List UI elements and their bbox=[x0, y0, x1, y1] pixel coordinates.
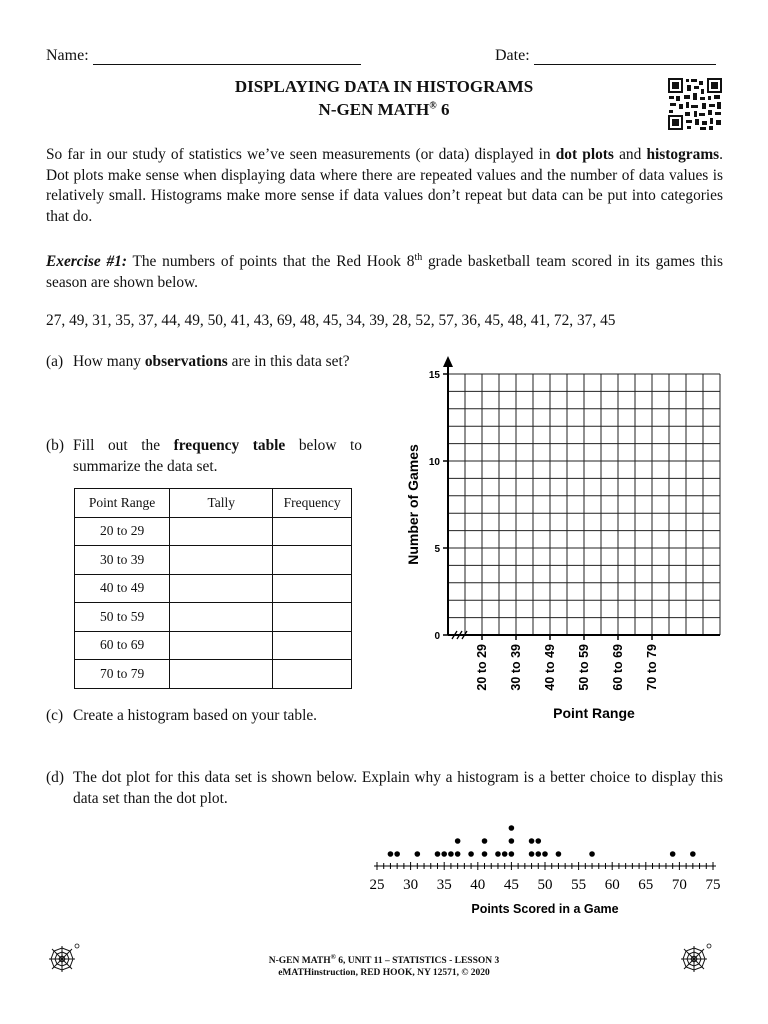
dot-plot-chart bbox=[368, 816, 723, 920]
grid-lines bbox=[448, 374, 720, 635]
footer-line-2: eMATHinstruction, RED HOOK, NY 12571, © 2020 bbox=[278, 968, 490, 979]
x-tick-label: 30 to 39 bbox=[509, 644, 523, 691]
table-row: 70 to 79 bbox=[75, 660, 352, 689]
frequency-cell[interactable] bbox=[273, 574, 352, 603]
footer-line-1: N-GEN MATH® 6, UNIT 11 – STATISTICS - LESSON 3 bbox=[268, 953, 500, 967]
data-dot bbox=[509, 851, 515, 857]
data-dot bbox=[468, 851, 474, 857]
exercise-label: Exercise #1: bbox=[46, 253, 127, 271]
exercise-prompt: Exercise #1: The numbers of points that the Red Hook 8th grade basketball team scored in its games this season are shown below. bbox=[46, 252, 723, 291]
col-header-frequency: Frequency bbox=[273, 489, 352, 518]
dot-plot-axis-label: Points Scored in a Game bbox=[471, 902, 619, 916]
x-tick-label: 20 to 29 bbox=[475, 644, 489, 691]
data-values: 27, 49, 31, 35, 37, 44, 49, 50, 41, 43, 69, 48, 45, 34, 39, 28, 52, 57, 36, 45, 48, 41, 72, 37, 45 bbox=[46, 312, 616, 329]
frequency-table bbox=[74, 488, 352, 689]
tick-label: 70 bbox=[671, 877, 687, 893]
name-blank[interactable] bbox=[93, 64, 361, 65]
table-row: 60 to 69 bbox=[75, 631, 352, 660]
data-dot bbox=[529, 851, 535, 857]
histogram-grid-chart[interactable] bbox=[398, 350, 726, 728]
date-field[interactable] bbox=[495, 47, 716, 65]
tally-cell[interactable] bbox=[170, 603, 273, 632]
data-dot bbox=[509, 825, 515, 831]
table-row: 40 to 49 bbox=[75, 574, 352, 603]
table-row: 50 to 59 bbox=[75, 603, 352, 632]
spiderweb-logo-icon bbox=[47, 943, 81, 975]
date-label: Date: bbox=[495, 47, 530, 64]
data-dot bbox=[529, 838, 535, 844]
data-dot bbox=[509, 838, 515, 844]
data-dot bbox=[388, 851, 394, 857]
data-dot bbox=[495, 851, 501, 857]
date-blank[interactable] bbox=[534, 64, 716, 65]
frequency-cell[interactable] bbox=[273, 660, 352, 689]
tally-cell[interactable] bbox=[170, 574, 273, 603]
tick-label: 45 bbox=[503, 877, 519, 893]
tick-label: 75 bbox=[705, 877, 721, 893]
intro-paragraph: So far in our study of statistics we’ve seen measurements (or data) displayed in dot plots and histograms. Dot plots make sense when displaying data where there are repeated values and the number of data values is relatively small. Histograms make more sense if data values don’t repeat but data can be put into categories that do. bbox=[46, 146, 724, 225]
question-c: (c) Create a histogram based on your table. bbox=[46, 707, 318, 724]
x-tick-label: 50 to 59 bbox=[577, 644, 591, 691]
y-tick-label: 15 bbox=[428, 370, 440, 381]
x-tick-label: 70 to 79 bbox=[645, 644, 659, 691]
col-header-point-range: Point Range bbox=[75, 489, 170, 518]
tick-label: 50 bbox=[537, 877, 553, 893]
data-dot bbox=[441, 851, 447, 857]
tally-cell[interactable] bbox=[170, 546, 273, 575]
table-header-row bbox=[75, 489, 352, 518]
page-subtitle: N-GEN MATH® 6 bbox=[318, 100, 450, 119]
tick-label: 40 bbox=[470, 877, 486, 893]
table-row: 30 to 39 bbox=[75, 546, 352, 575]
question-a: (a) How many observations are in this data set? bbox=[46, 353, 350, 370]
name-label: Name: bbox=[46, 47, 89, 64]
x-tick-label: 60 to 69 bbox=[611, 644, 625, 691]
tick-label: 55 bbox=[571, 877, 587, 893]
data-dot bbox=[542, 851, 548, 857]
data-dot bbox=[394, 851, 400, 857]
name-field[interactable] bbox=[46, 47, 361, 65]
data-dot bbox=[502, 851, 508, 857]
data-dot bbox=[455, 838, 461, 844]
data-dot bbox=[690, 851, 696, 857]
data-dot bbox=[455, 851, 461, 857]
tick-label: 35 bbox=[436, 877, 452, 893]
tally-cell[interactable] bbox=[170, 631, 273, 660]
data-dot bbox=[482, 851, 488, 857]
tick-label: 25 bbox=[369, 877, 385, 893]
data-dot bbox=[535, 851, 541, 857]
tick-label: 30 bbox=[403, 877, 419, 893]
y-tick-label: 10 bbox=[428, 457, 440, 468]
frequency-cell[interactable] bbox=[273, 517, 352, 546]
data-dot bbox=[670, 851, 676, 857]
frequency-cell[interactable] bbox=[273, 603, 352, 632]
y-tick-label: 0 bbox=[434, 631, 440, 642]
frequency-cell[interactable] bbox=[273, 546, 352, 575]
data-dot bbox=[448, 851, 454, 857]
data-dot bbox=[556, 851, 562, 857]
tally-cell[interactable] bbox=[170, 517, 273, 546]
footer-text bbox=[234, 951, 534, 979]
y-tick-label: 5 bbox=[434, 544, 440, 555]
page-title: DISPLAYING DATA IN HISTOGRAMS bbox=[234, 77, 534, 96]
col-header-tally: Tally bbox=[170, 489, 273, 518]
frequency-cell[interactable] bbox=[273, 631, 352, 660]
data-dot bbox=[435, 851, 441, 857]
x-axis-label: Point Range bbox=[553, 705, 635, 721]
tick-label: 60 bbox=[604, 877, 620, 893]
y-axis-label: Number of Games bbox=[405, 444, 421, 565]
data-dot bbox=[482, 838, 488, 844]
table-row: 20 to 29 bbox=[75, 517, 352, 546]
spiderweb-logo-icon bbox=[679, 943, 713, 975]
data-dot bbox=[415, 851, 421, 857]
data-dot bbox=[589, 851, 595, 857]
y-axis-arrow bbox=[443, 356, 453, 367]
data-dot bbox=[535, 838, 541, 844]
question-d: (d) The dot plot for this data set is shown below. Explain why a histogram is a better choice to display this data set than the dot plot. bbox=[46, 769, 723, 807]
tick-label: 65 bbox=[638, 877, 654, 893]
x-tick-label: 40 to 49 bbox=[543, 644, 557, 691]
question-b: (b) Fill out the frequency table below to summarize the data set. bbox=[46, 437, 363, 475]
tally-cell[interactable] bbox=[170, 660, 273, 689]
qr-code-icon[interactable] bbox=[667, 77, 723, 131]
